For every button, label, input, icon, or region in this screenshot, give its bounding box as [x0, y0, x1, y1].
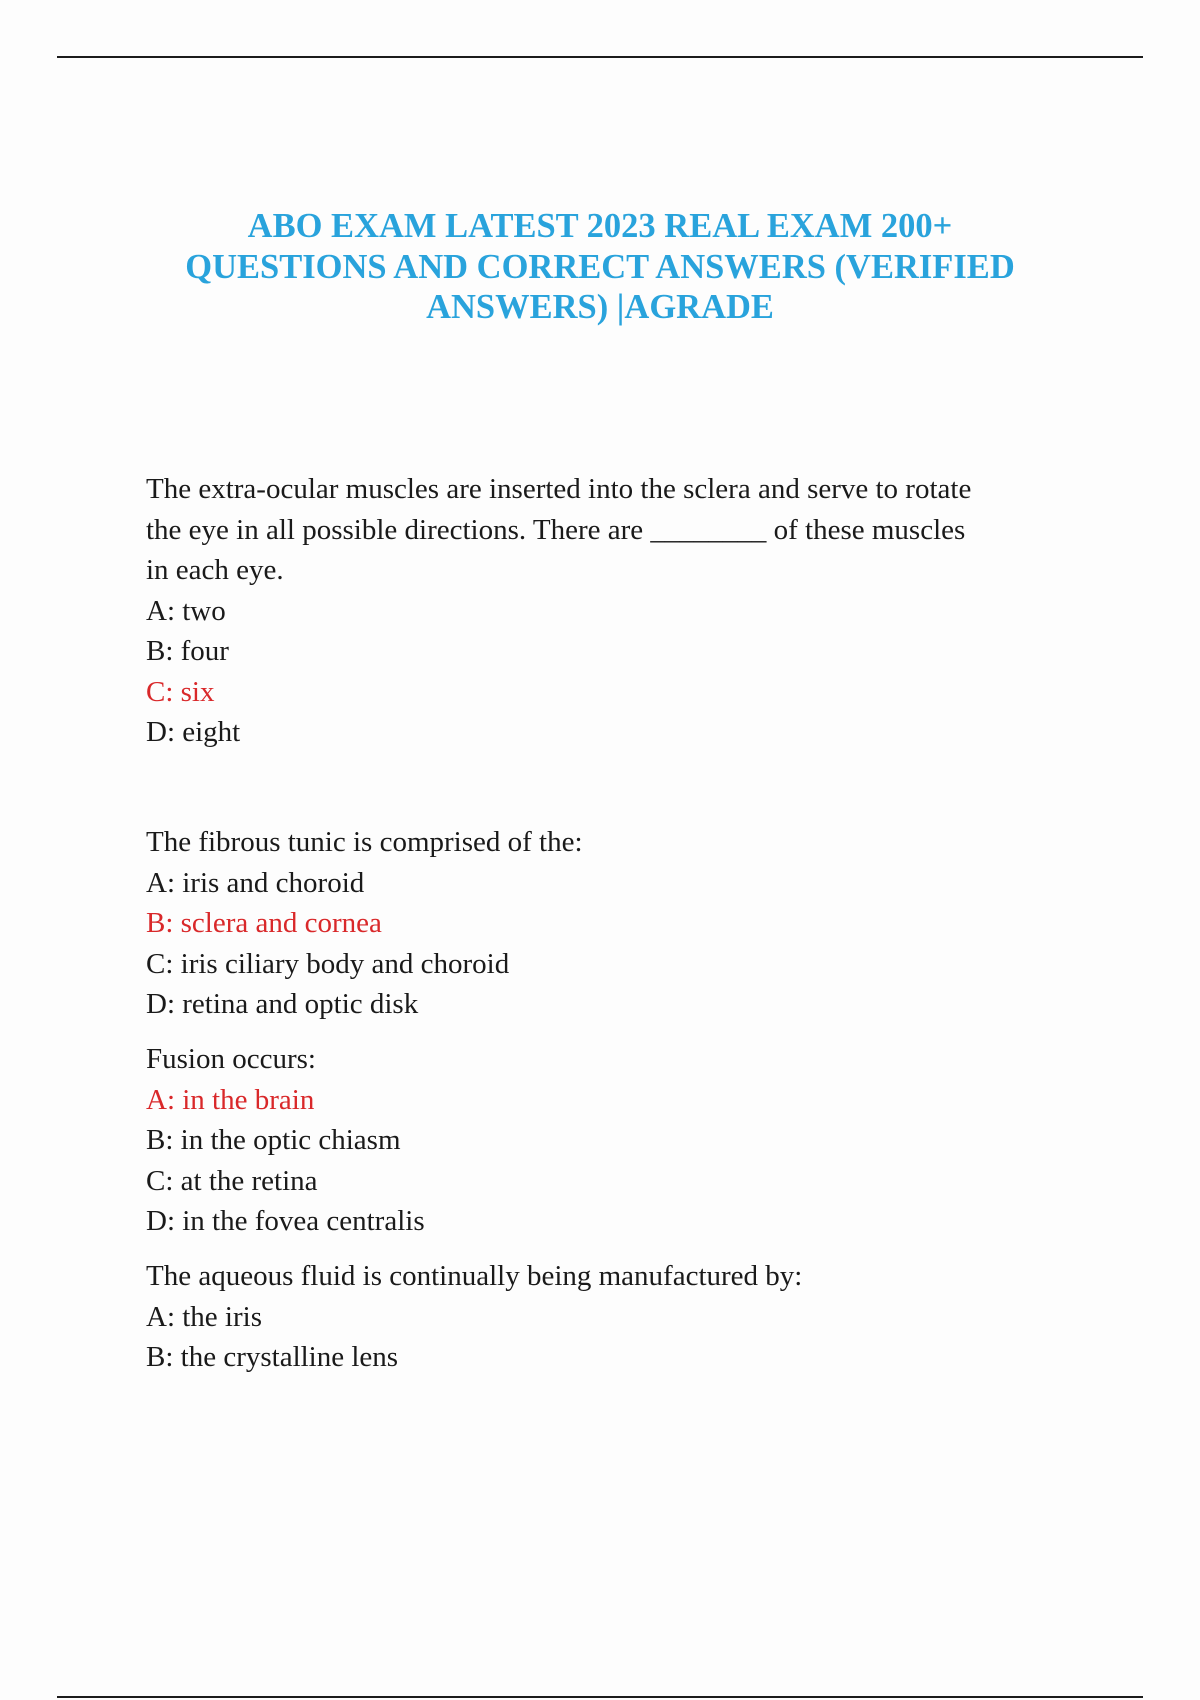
answer-option-a-correct: A: in the brain [146, 1083, 315, 1116]
question-text: in each eye. [146, 554, 284, 586]
answer-option-d: D: eight [146, 716, 241, 748]
question-text: the eye in all possible directions. There are ________ of these muscles [146, 513, 966, 546]
answer-option-d: D: retina and optic disk [146, 988, 419, 1020]
answer-option-a: A: two [146, 594, 226, 627]
title-line-2: QUESTIONS AND CORRECT ANSWERS (VERIFIED [185, 247, 1015, 286]
answer-option-d: D: in the fovea centralis [146, 1205, 425, 1237]
question-block-1 [146, 469, 1066, 753]
answer-option-c: C: iris ciliary body and choroid [146, 947, 510, 980]
answer-option-a: A: the iris [146, 1300, 262, 1333]
top-rule [57, 56, 1143, 58]
question-text: The fibrous tunic is comprised of the: [146, 826, 583, 858]
answer-option-b: B: in the optic chiasm [146, 1124, 401, 1156]
answer-option-a: A: iris and choroid [146, 866, 365, 899]
question-block-4 [146, 1256, 1066, 1378]
title-line-3: ANSWERS) |AGRADE [426, 288, 774, 326]
bottom-rule [57, 1696, 1143, 1698]
document-title [100, 206, 1100, 328]
answer-option-c: C: at the retina [146, 1164, 318, 1197]
answer-option-c-correct: C: six [146, 675, 215, 708]
question-text: The aqueous fluid is continually being manufactured by: [146, 1260, 803, 1292]
question-block-2 [146, 822, 1066, 1025]
answer-option-b: B: the crystalline lens [146, 1341, 399, 1373]
question-text: The extra-ocular muscles are inserted into the sclera and serve to rotate [146, 473, 972, 505]
question-text: Fusion occurs: [146, 1043, 316, 1075]
question-block-3 [146, 1039, 1066, 1242]
title-line-1: ABO EXAM LATEST 2023 REAL EXAM 200+ [247, 207, 953, 245]
answer-option-b-correct: B: sclera and cornea [146, 907, 382, 939]
answer-option-b: B: four [146, 635, 229, 667]
